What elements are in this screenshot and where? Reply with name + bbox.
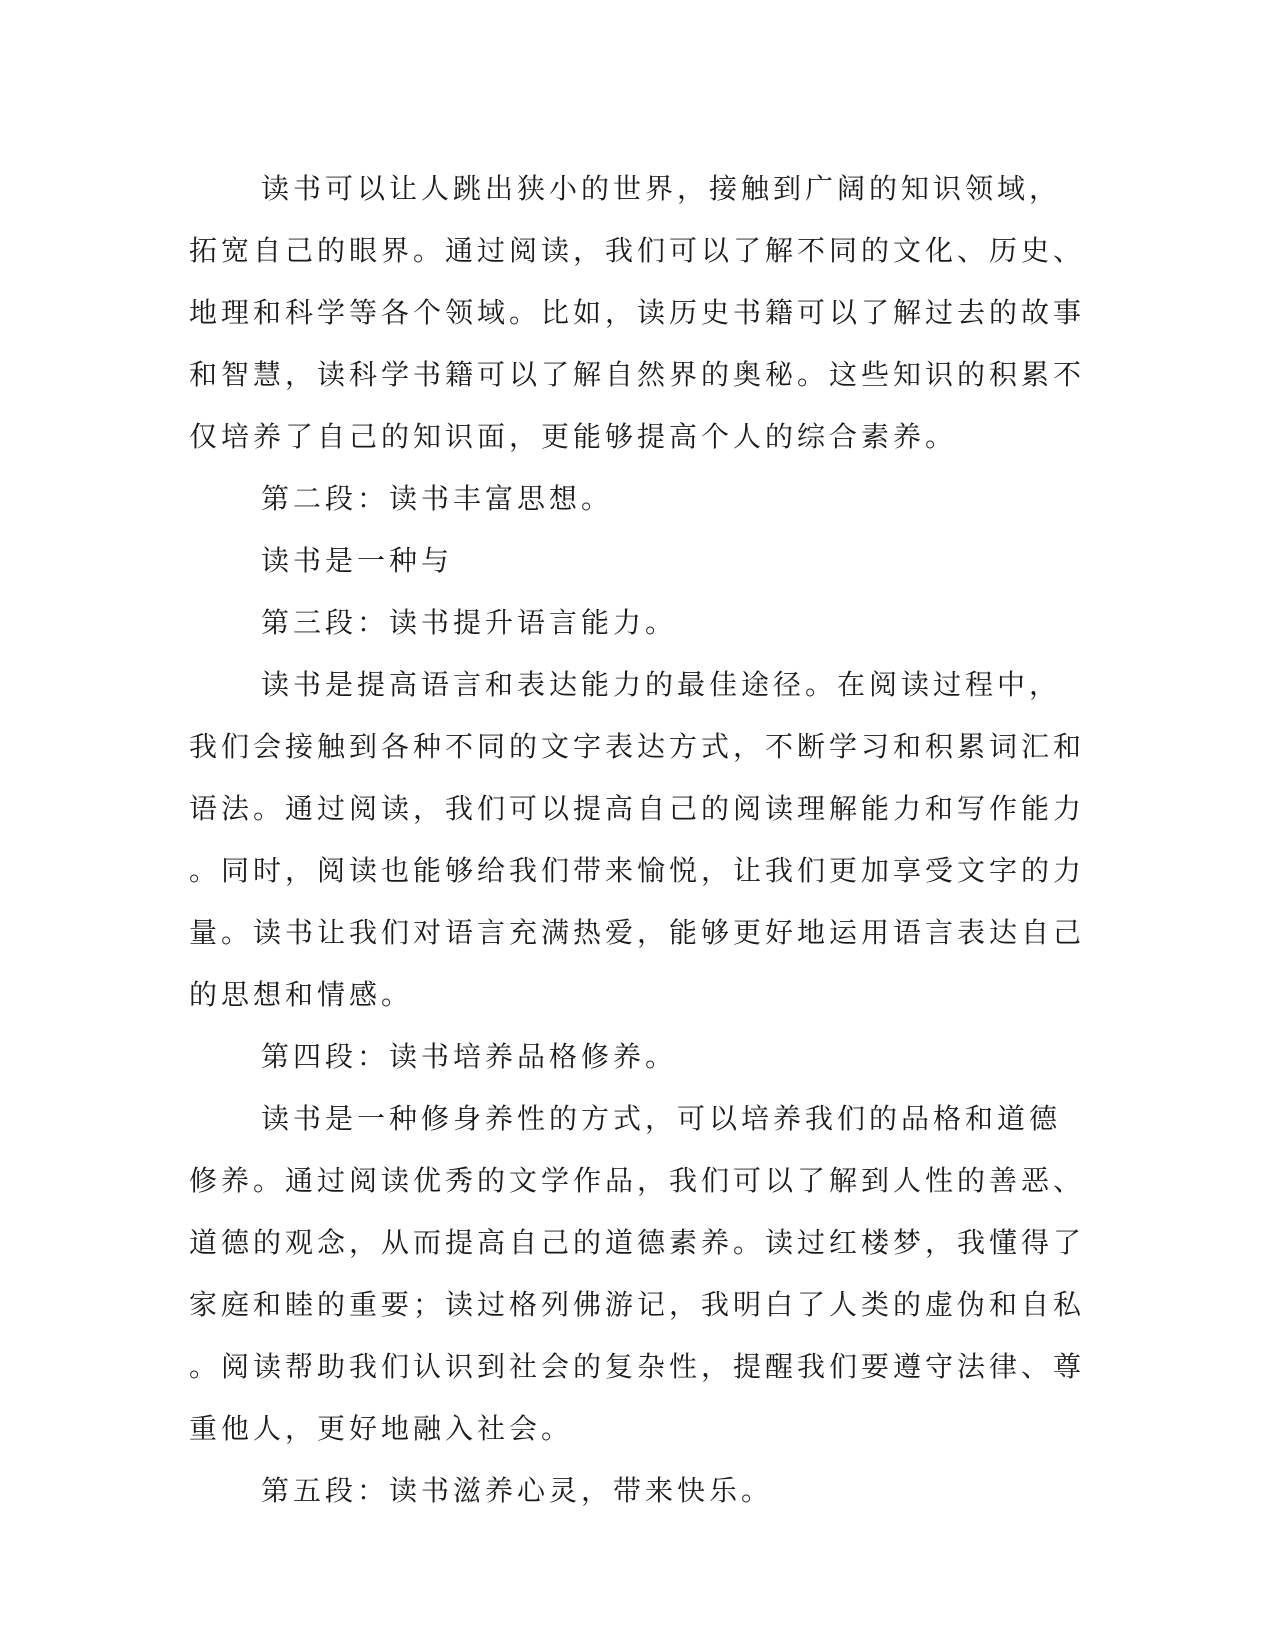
section-heading-5: 第五段：读书滋养心灵，带来快乐。	[261, 1474, 774, 1507]
section-heading-3: 第三段：读书提升语言能力。	[261, 606, 678, 639]
section-heading-2: 第二段：读书丰富思想。	[261, 482, 614, 515]
paragraph-truncated: 读书是一种与	[261, 544, 454, 577]
paragraph-language-ability: 读书是提高语言和表达能力的最佳途径。在阅读过程中，我们会接触到各种不同的文字表达方式，不断学习和积累词汇和语法。通过阅读，我们可以提高自己的阅读理解能力和写作能力。同时，阅读也能够给我们带来愉悦，让我们更加享受文字的力量。读书让我们对语言充满热爱，能够更好地运用语言表达自己的思想和情感。	[189, 668, 1086, 1011]
paragraph-broaden-horizons: 读书可以让人跳出狭小的世界，接触到广阔的知识领域，拓宽自己的眼界。通过阅读，我们可以了解不同的文化、历史、地理和科学等各个领域。比如，读历史书籍可以了解过去的故事和智慧，读科学书籍可以了解自然界的奥秘。这些知识的积累不仅培养了自己的知识面，更能够提高个人的综合素养。	[189, 172, 1086, 453]
section-heading-4: 第四段：读书培养品格修养。	[261, 1040, 678, 1073]
paragraph-character-cultivation: 读书是一种修身养性的方式，可以培养我们的品格和道德修养。通过阅读优秀的文学作品，我们可以了解到人性的善恶、道德的观念，从而提高自己的道德素养。读过红楼梦，我懂得了家庭和睦的重要；读过格列佛游记，我明白了人类的虚伪和自私。阅读帮助我们认识到社会的复杂性，提醒我们要遵守法律、尊重他人，更好地融入社会。	[189, 1102, 1086, 1445]
document-body	[189, 158, 1089, 1522]
